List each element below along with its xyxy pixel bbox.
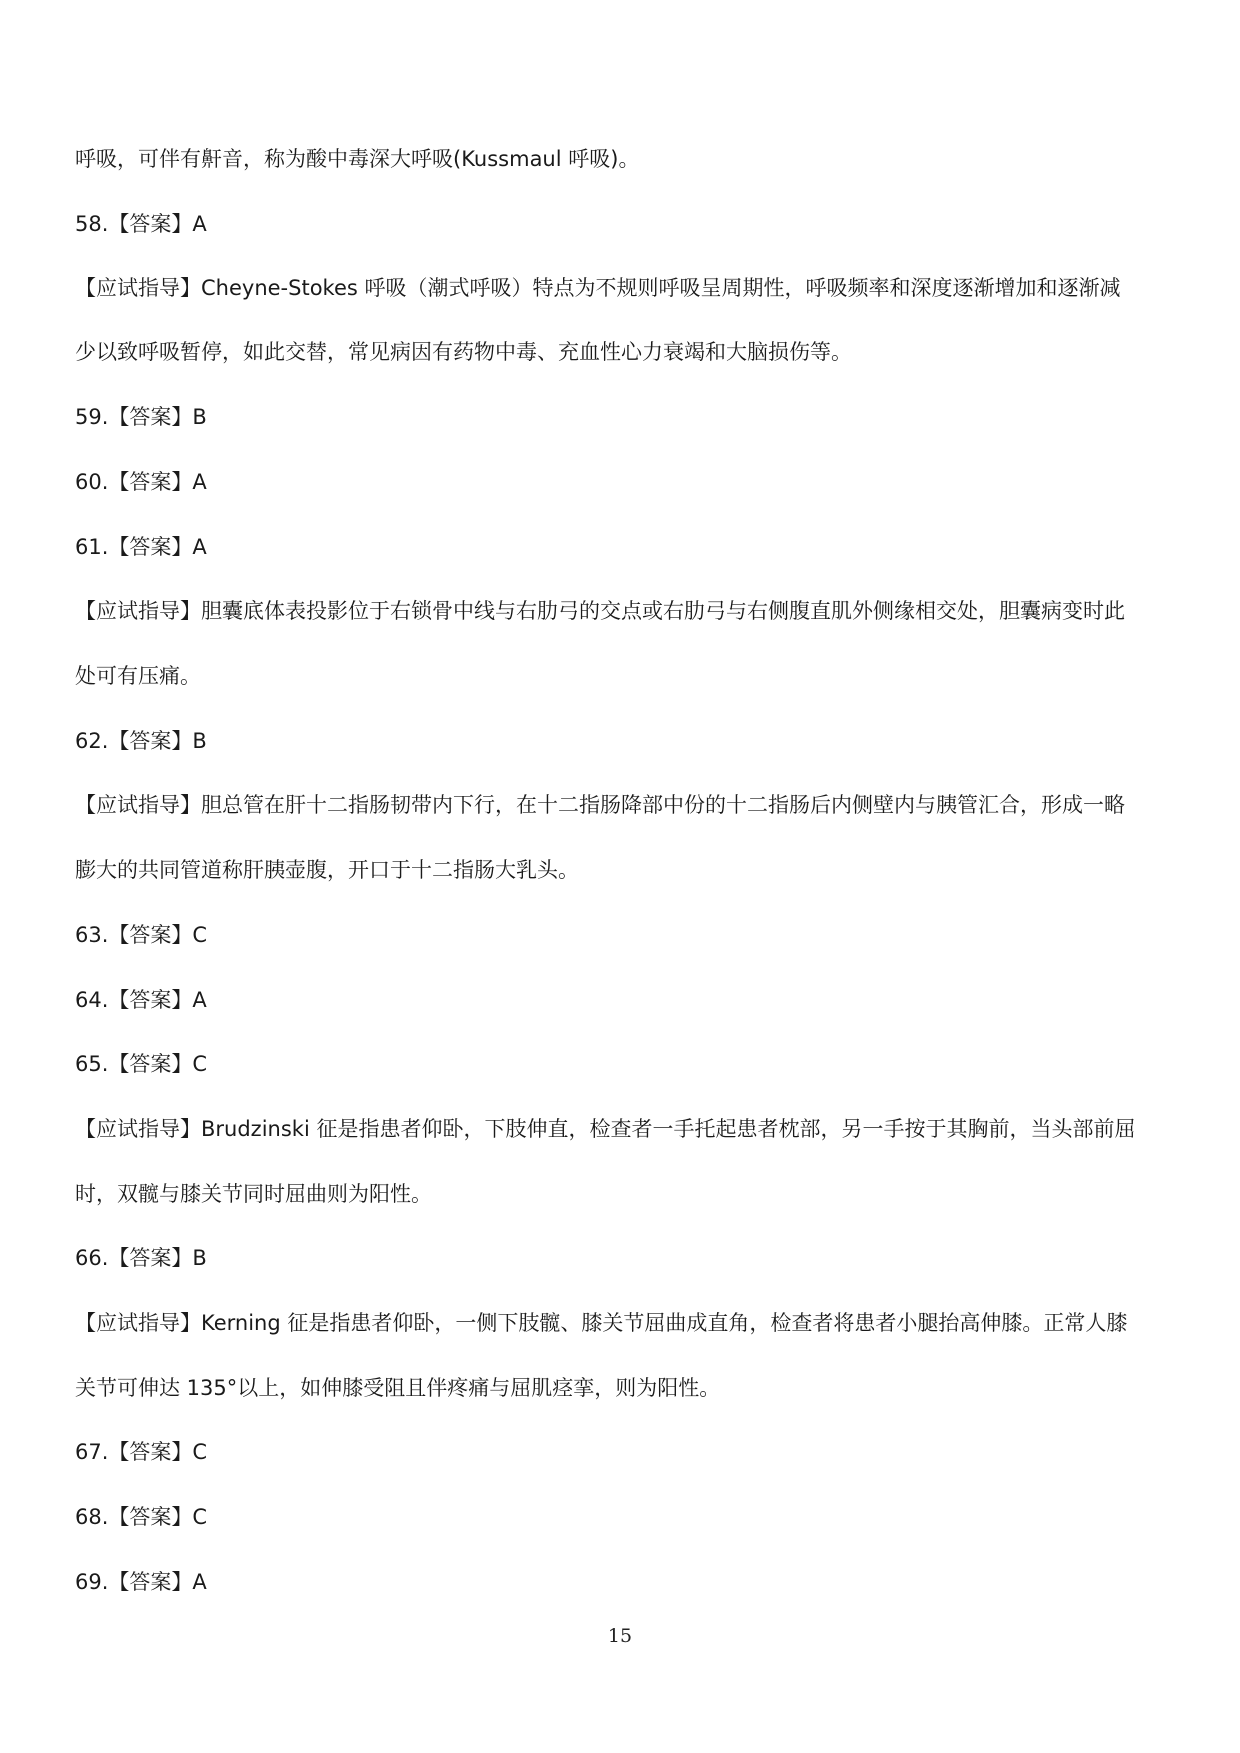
guidance-61-line-1: 【应试指导】胆囊底体表投影位于右锁骨中线与右肋弓的交点或右肋弓与右侧腹直肌外侧缘相交处，胆囊病变时此: [75, 599, 1125, 623]
page-number: 15: [607, 1625, 633, 1647]
guidance-65-line-2: 时，双髋与膝关节同时屈曲则为阳性。: [75, 1182, 432, 1206]
answer-60: 60.【答案】A: [75, 470, 207, 494]
answer-63: 63.【答案】C: [75, 923, 208, 947]
answer-64: 64.【答案】A: [75, 988, 207, 1012]
answer-67: 67.【答案】C: [75, 1440, 208, 1464]
guidance-62-line-2: 膨大的共同管道称肝胰壶腹，开口于十二指肠大乳头。: [75, 858, 579, 882]
answer-62: 62.【答案】B: [75, 729, 207, 753]
guidance-61-line-2: 处可有压痛。: [75, 664, 201, 688]
guidance-58-line-2: 少以致呼吸暂停，如此交替，常见病因有药物中毒、充血性心力衰竭和大脑损伤等。: [75, 340, 852, 364]
guidance-58-line-1: 【应试指导】Cheyne-Stokes 呼吸（潮式呼吸）特点为不规则呼吸呈周期性，呼吸频率和深度逐渐增加和逐渐减: [75, 276, 1121, 300]
answer-58: 58.【答案】A: [75, 212, 207, 236]
answer-59: 59.【答案】B: [75, 405, 207, 429]
guidance-65-line-1: 【应试指导】Brudzinski 征是指患者仰卧，下肢伸直，检查者一手托起患者枕部，另一手按于其胸前，当头部前屈: [75, 1117, 1136, 1141]
answer-66: 66.【答案】B: [75, 1246, 207, 1270]
guidance-66-line-1: 【应试指导】Kerning 征是指患者仰卧，一侧下肢髋、膝关节屈曲成直角，检查者将患者小腿抬高伸膝。正常人膝: [75, 1311, 1128, 1335]
guidance-66-line-2: 关节可伸达 135°以上，如伸膝受阻且伴疼痛与屈肌痉挛，则为阳性。: [75, 1376, 721, 1400]
guidance-62-line-1: 【应试指导】胆总管在肝十二指肠韧带内下行，在十二指肠降部中份的十二指肠后内侧壁内与胰管汇合，形成一略: [75, 793, 1125, 817]
answer-61: 61.【答案】A: [75, 535, 207, 559]
answer-69: 69.【答案】A: [75, 1570, 207, 1594]
text-line-continuation: 呼吸，可伴有鼾音，称为酸中毒深大呼吸(Kussmaul 呼吸)。: [75, 147, 640, 171]
answer-65: 65.【答案】C: [75, 1052, 208, 1076]
answer-68: 68.【答案】C: [75, 1505, 208, 1529]
